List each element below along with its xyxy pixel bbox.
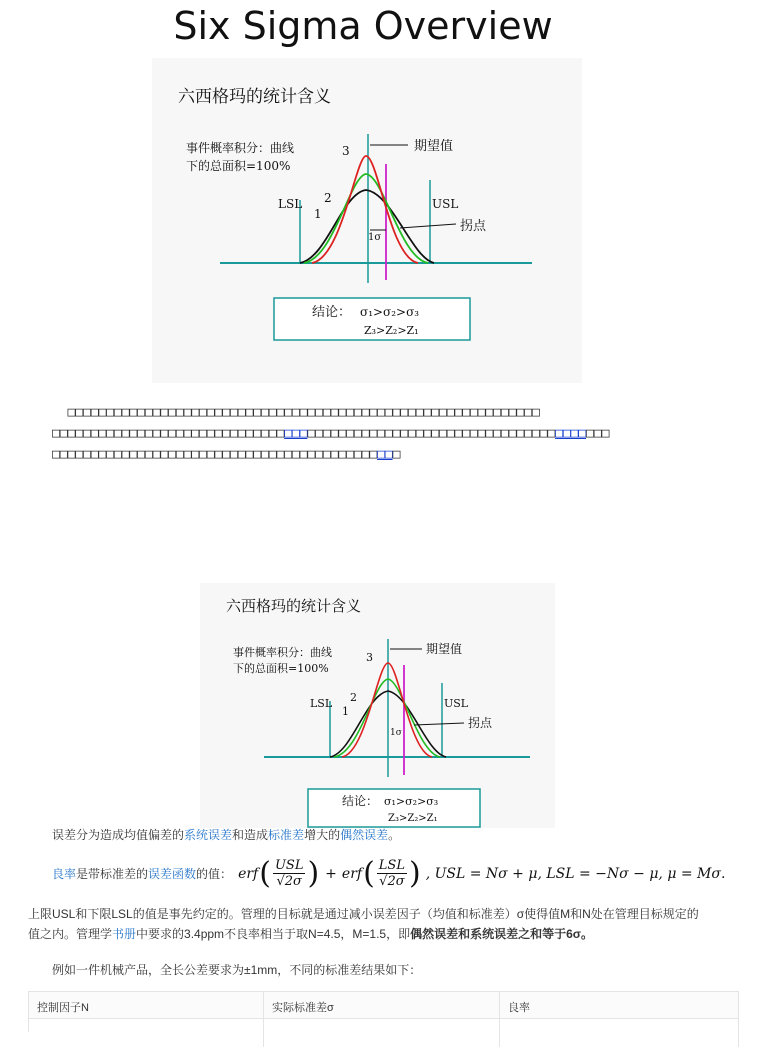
link-systematic-error[interactable]: 系统误差 xyxy=(184,828,233,842)
lsl-label: LSL xyxy=(278,197,303,211)
curve-3 xyxy=(312,156,418,263)
figure2-heading: 六西格玛的统计含义 xyxy=(226,597,362,615)
erf-term-1: erf xyxy=(238,865,259,882)
figure2-note-line2: 下的总面积=100% xyxy=(233,662,329,675)
curve2-label-2: 2 xyxy=(350,691,357,704)
inflection-label: 拐点 xyxy=(460,219,487,234)
six-sigma-figure-2 xyxy=(200,583,555,828)
table-header-control-factor: 控制因子N xyxy=(29,992,264,1019)
usl-label-2: USL xyxy=(444,697,469,710)
fraction-lsl: $\frac{\text{LSL}}{√2\sigma}$ xyxy=(378,858,405,889)
garbled-paragraph xyxy=(52,402,712,465)
inflection-label-2: 拐点 xyxy=(468,716,493,730)
limits-line-2: 值之内。管理学书册中要求的3.4ppm不良率相当于取N=4.5，M=1.5，即偶然误差和系统误差之和等于6σ。 xyxy=(28,927,593,941)
sigma-label: 1σ xyxy=(368,232,382,243)
link-error-function[interactable]: 误差函数 xyxy=(148,867,197,881)
curve-label-3: 3 xyxy=(342,144,350,158)
curve-label-1: 1 xyxy=(314,207,322,221)
tolerance-table xyxy=(28,991,739,1032)
link-yield[interactable]: 良率 xyxy=(52,867,77,881)
distribution-diagram-2 xyxy=(200,583,555,828)
curve-2 xyxy=(304,174,428,263)
conclusion-label-2: 结论： xyxy=(342,794,379,808)
conclusion-line1: σ₁>σ₂>σ₃ xyxy=(360,305,420,319)
inflection-pointer xyxy=(400,224,456,228)
six-sigma-figure-1 xyxy=(152,58,582,383)
fraction-usl: $\frac{\text{USL}}{√2\sigma}$ xyxy=(274,858,304,889)
lsl-label-2: LSL xyxy=(310,697,333,710)
limits-paragraph xyxy=(28,904,744,944)
error-definition: 误差分为造成均值偏差的系统误差和造成标准差增大的偶然误差。 xyxy=(52,828,401,842)
expected-value-label: 期望值 xyxy=(414,139,454,154)
example-text: 例如一件机械产品，全长公差要求为±1mm，不同的标准差结果如下： xyxy=(52,963,422,977)
figure-note-line2: 下的总面积=100% xyxy=(186,159,291,173)
curve2-3 xyxy=(342,663,432,757)
table-header-actual-sigma: 实际标准差σ xyxy=(264,992,500,1019)
garbled-link-1[interactable]: □□□ xyxy=(284,426,308,441)
limits-line-1: 上限USL和下限LSL的值是事先约定的。管理的目标就是通过减小误差因子（均值和标准差）σ使得值M和N处在管理目标规定的 xyxy=(28,907,699,921)
erf-term-2: erf xyxy=(341,865,363,882)
formula-definitions: , USL = Nσ + μ, LSL = −Nσ − μ, μ = Mσ. xyxy=(425,865,726,882)
usl-label: USL xyxy=(432,197,459,211)
page-title: Six Sigma Overview xyxy=(173,4,553,48)
garbled-line-3: □□□□□□□□□□□□□□□□□□□□□□□□□□□□□□□□□□□□□□□□□□□□□ xyxy=(52,447,401,462)
figure-heading: 六西格玛的统计含义 xyxy=(178,87,331,107)
garbled-link-2[interactable]: □□□□ xyxy=(555,426,587,441)
figure2-note-line1: 事件概率积分：曲线 xyxy=(233,646,332,659)
formula-lead: 良率是带标准差的误差函数的值： xyxy=(52,867,233,881)
sigma-label-2: 1σ xyxy=(390,728,402,738)
garbled-line-2: □□□□□□□□□□□□□□□□□□□□□□□□□□□□□□□□□□□□□□□□□□□□□□□□□□□□□□□□□□□□□□□□□□□□□□□□ xyxy=(52,426,610,441)
link-random-error[interactable]: 偶然误差 xyxy=(340,828,389,842)
figure-note-line1: 事件概率积分：曲线 xyxy=(186,141,295,155)
inflection-pointer-2 xyxy=(414,723,464,725)
link-standard-deviation[interactable]: 标准差 xyxy=(268,828,305,842)
expected-value-label-2: 期望值 xyxy=(426,642,463,656)
link-handbook[interactable]: 书册 xyxy=(112,927,137,941)
table-cell xyxy=(500,1019,739,1047)
curve2-label-1: 1 xyxy=(342,705,349,718)
curve-label-2: 2 xyxy=(324,191,332,205)
table-cell xyxy=(29,1019,264,1047)
curve2-label-3: 3 xyxy=(366,651,373,664)
garbled-line-1: □□□□□□□□□□□□□□□□□□□□□□□□□□□□□□□□□□□□□□□□□□□□□□□□□□□□□□□□□□□□□ xyxy=(67,405,540,420)
conclusion-line2: Z₃>Z₂>Z₁ xyxy=(364,324,419,337)
table-cell xyxy=(264,1019,500,1047)
distribution-diagram-1 xyxy=(152,58,582,383)
table-header-yield: 良率 xyxy=(500,992,739,1019)
conclusion2-line1: σ₁>σ₂>σ₃ xyxy=(384,795,439,808)
conclusion2-line2: Z₃>Z₂>Z₁ xyxy=(388,813,438,824)
yield-formula: 良率是带标准差的误差函数的值： erf ( $\frac{\text{USL}}{√2\sigma}$ ) + erf ( $\frac{\text{LSL}}{√2\sigma}$ ) , USL = Nσ + μ, LSL = −Nσ − μ, μ = Mσ. xyxy=(52,855,726,891)
conclusion-label: 结论： xyxy=(312,305,352,320)
garbled-link-3[interactable]: □□ xyxy=(377,447,393,462)
